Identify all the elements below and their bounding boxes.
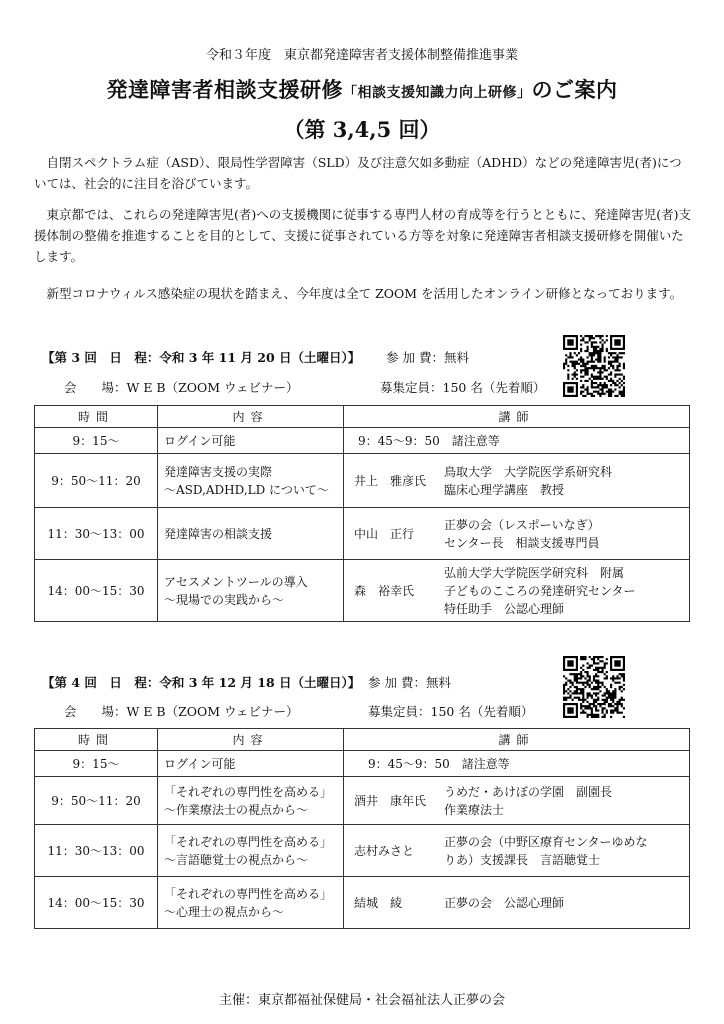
- row-time: 14：00～15：30: [35, 877, 158, 929]
- title-end: のご案内: [531, 77, 618, 102]
- lecturer-affiliation: 弘前大学大学院医学研究科 附属 子どものこころの発達研究センター 特任助手 公認心理師: [440, 560, 690, 622]
- subtitle: 令和３年度 東京都発達障害者支援体制整備推進事業: [205, 48, 518, 63]
- header-time: 時間: [35, 406, 158, 428]
- table-row: [35, 825, 690, 877]
- session-3-table: [34, 405, 690, 622]
- row-content: ログイン可能: [158, 428, 344, 454]
- lecturer-name: 結城 綾: [344, 877, 441, 929]
- table-row: [35, 877, 690, 929]
- row-time: 9：15～: [35, 428, 158, 454]
- header-lecturer: 講師: [344, 729, 690, 751]
- organizer-footer: 主催：東京都福祉保健局・社会福祉法人正夢の会: [218, 993, 505, 1008]
- row-time: 9：15～: [35, 751, 158, 777]
- lecturer-name: 酒井 康年氏: [344, 777, 441, 825]
- row-note: 9：45～9：50 諸注意等: [344, 428, 690, 454]
- session-3-schedule: 【第 3 回 日 程：令和 3 年 11 月 20 日（土曜日）】: [42, 350, 361, 365]
- session-4-table: [34, 728, 690, 929]
- row-content: 「それぞれの専門性を高める」 ～心理士の視点から～: [158, 877, 344, 929]
- session-3-venue: 会 場：W E B（ZOOM ウェビナー）: [64, 380, 299, 395]
- session-4-fee: 参 加 費：無料: [368, 675, 451, 690]
- row-content: ログイン可能: [158, 751, 344, 777]
- row-content: 「それぞれの専門性を高める」 ～言語聴覚士の視点から～: [158, 825, 344, 877]
- table-row: [35, 560, 690, 622]
- lecturer-affiliation: うめだ・あけぼの学園 副園長 作業療法士: [440, 777, 690, 825]
- session-4-schedule: 【第 4 回 日 程：令和 3 年 12 月 18 日（土曜日）】: [42, 675, 361, 690]
- rounds-label: （第 3,4,5 回）: [283, 117, 441, 142]
- intro-paragraph-3: 新型コロナウィルス感染症の現状を踏まえ、今年度は全て ZOOM を活用したオンライン研修となっております。: [46, 286, 683, 301]
- table-header: [35, 729, 690, 751]
- lecturer-affiliation: 正夢の会（レスポーいなぎ） センター長 相談支援専門員: [440, 508, 690, 560]
- qr-code-icon[interactable]: [563, 335, 625, 397]
- session-3-capacity: 募集定員：150 名（先着順）: [380, 380, 546, 395]
- lecturer-affiliation: 正夢の会（中野区療育センターゆめな りあ）支援課長 言語聴覚士: [440, 825, 690, 877]
- session-4-capacity: 募集定員：150 名（先着順）: [368, 704, 534, 719]
- title-main: 発達障害者相談支援研修: [106, 77, 343, 102]
- row-time: 9：50～11：20: [35, 454, 158, 508]
- row-content: 発達障害支援の実際 ～ASD,ADHD,LD について～: [158, 454, 344, 508]
- row-time: 9：50～11：20: [35, 777, 158, 825]
- header-lecturer: 講師: [344, 406, 690, 428]
- row-time: 11：30～13：00: [35, 508, 158, 560]
- table-header: [35, 406, 690, 428]
- table-row: [35, 751, 690, 777]
- lecturer-name: 中山 正行: [344, 508, 441, 560]
- lecturer-affiliation: 正夢の会 公認心理師: [440, 877, 690, 929]
- header-content: 内容: [158, 406, 344, 428]
- title-bracket: 「相談支援知識力向上研修」: [343, 85, 532, 101]
- lecturer-name: 森 裕幸氏: [344, 560, 441, 622]
- row-time: 14：00～15：30: [35, 560, 158, 622]
- row-content: 発達障害の相談支援: [158, 508, 344, 560]
- header-content: 内容: [158, 729, 344, 751]
- session-3-fee: 参 加 費：無料: [386, 350, 469, 365]
- row-note: 9：45～9：50 諸注意等: [344, 751, 690, 777]
- lecturer-name: 井上 雅彦氏: [344, 454, 441, 508]
- row-time: 11：30～13：00: [35, 825, 158, 877]
- qr-code-icon[interactable]: [563, 656, 625, 718]
- header-time: 時間: [35, 729, 158, 751]
- table-row: [35, 508, 690, 560]
- lecturer-affiliation: 鳥取大学 大学院医学系研究科 臨床心理学講座 教授: [440, 454, 690, 508]
- lecturer-name: 志村みさと: [344, 825, 441, 877]
- table-row: [35, 777, 690, 825]
- intro-paragraph-1: 自閉スペクトラム症（ASD）、限局性学習障害（SLD）及び注意欠如多動症（ADHD）などの発達障害児(者)については、社会的に注目を浴びています。: [34, 155, 682, 191]
- session-4-venue: 会 場：W E B（ZOOM ウェビナー）: [64, 704, 299, 719]
- intro-paragraph-2: 東京都では、これらの発達障害児(者)への支援機関に従事する専門人材の育成等を行うとともに、発達障害児(者)支援体制の整備を推進することを目的として、支援に従事されている方等を対象に発達障害者相談支援研修を開催いたします。: [34, 207, 692, 264]
- row-content: 「それぞれの専門性を高める」 ～作業療法士の視点から～: [158, 777, 344, 825]
- table-row: [35, 454, 690, 508]
- table-row: [35, 428, 690, 454]
- page-title: [0, 74, 724, 104]
- row-content: アセスメントツールの導入 ～現場での実践から～: [158, 560, 344, 622]
